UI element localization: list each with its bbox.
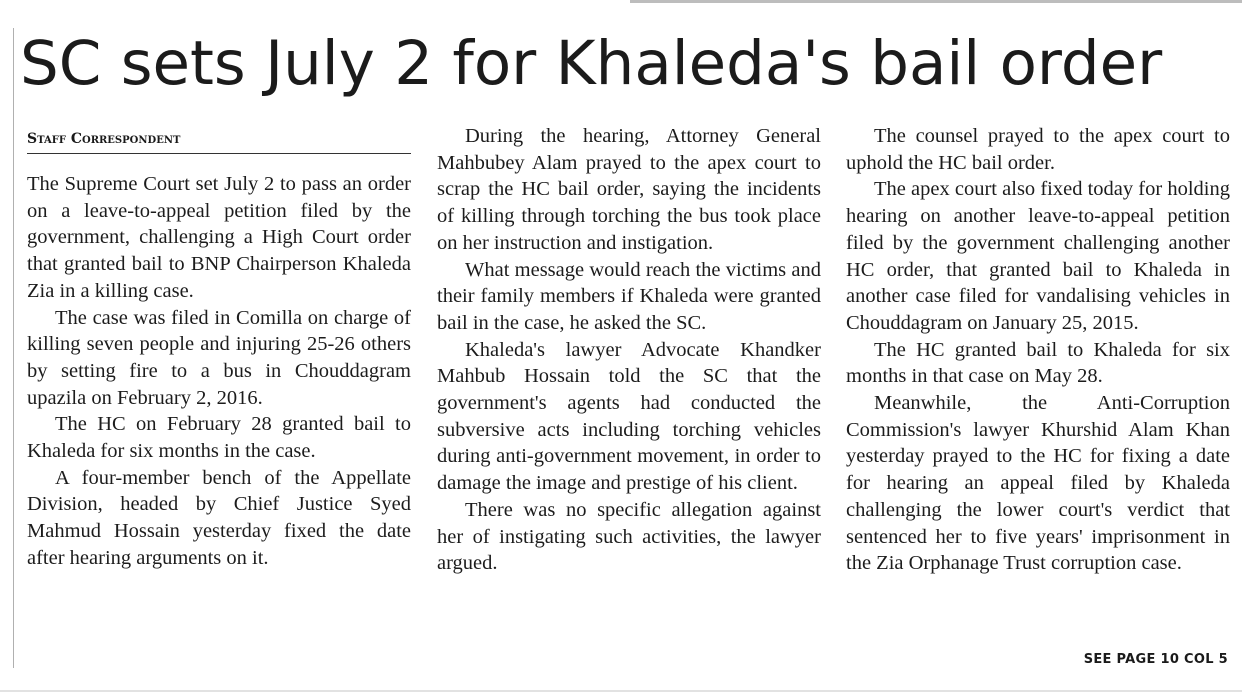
byline	[27, 128, 411, 154]
paragraph: Meanwhile, the Anti-Corruption Commission's lawyer Khurshid Alam Khan yesterday prayed to the HC for fixing a date for hearing an appeal filed by Khaleda challenging the lower court's verdict that sentenced her to five years' imprisonment in the Zia Orphanage Trust corruption case.	[846, 392, 1230, 575]
paragraph: During the hearing, Attorney General Mahbubey Alam prayed to the apex court to scrap the HC bail order, saying the incidents of killing through torching the bus took place on her instruction and instigation.	[437, 125, 821, 254]
byline-text: Staff Correspondent	[27, 131, 181, 147]
article-column-1	[27, 171, 411, 572]
article-column-3	[846, 123, 1230, 577]
paragraph: The case was filed in Comilla on charge of killing seven people and injuring 25-26 others by setting fire to a bus in Chouddagram upazila on February 2, 2016.	[27, 306, 411, 409]
continuation-link: SEE PAGE 10 COL 5	[1083, 652, 1228, 667]
paragraph: The Supreme Court set July 2 to pass an order on a leave-to-appeal petition filed by the government, challenging a High Court order that granted bail to BNP Chairperson Khaleda Zia in a killing case.	[27, 173, 411, 302]
left-column-rule	[13, 28, 14, 668]
paragraph: There was no specific allegation against her of instigating such activities, the lawyer argued.	[437, 498, 821, 575]
paragraph: The counsel prayed to the apex court to uphold the HC bail order.	[846, 125, 1230, 174]
paragraph: A four-member bench of the Appellate Division, headed by Chief Justice Syed Mahmud Hossain yesterday fixed the date after hearing arguments on it.	[27, 466, 411, 569]
paragraph: The apex court also fixed today for holding hearing on another leave-to-appeal petition filed by the government challenging another HC order, that granted bail to Khaleda in another case filed for vandalising vehicles in Chouddagram on January 25, 2015.	[846, 178, 1230, 334]
top-rule	[630, 0, 1242, 3]
paragraph: The HC granted bail to Khaleda for six months in that case on May 28.	[846, 338, 1230, 388]
bottom-rule	[0, 690, 1242, 692]
headline: SC sets July 2 for Khaleda's bail order	[20, 28, 1163, 99]
paragraph: The HC on February 28 granted bail to Khaleda for six months in the case.	[27, 413, 411, 463]
article-column-2	[437, 123, 821, 577]
paragraph: Khaleda's lawyer Advocate Khandker Mahbub Hossain told the SC that the government's agents had conducted the subversive acts including torching vehicles during anti-government movement, in order to damage the image and prestige of his client.	[437, 338, 821, 495]
paragraph: What message would reach the victims and their family members if Khaleda were granted bail in the case, he asked the SC.	[437, 258, 821, 334]
